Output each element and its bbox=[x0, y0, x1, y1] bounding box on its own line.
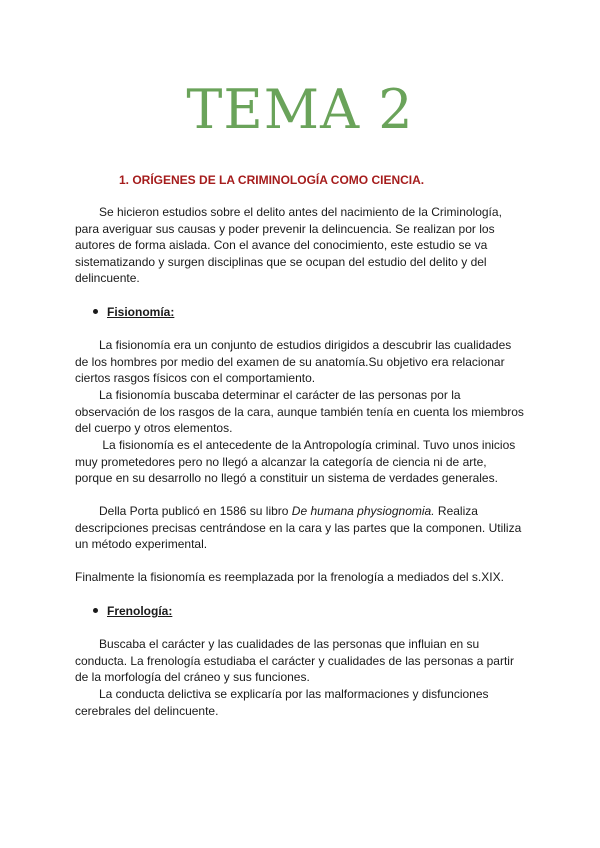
bullet-dot-icon bbox=[93, 309, 98, 314]
bullet-dot-icon bbox=[93, 608, 98, 613]
page-title: TEMA 2 bbox=[186, 78, 414, 141]
frenologia-text-1: Buscaba el carácter y las cualidades de las personas que influian en su conducta. La frenología estudiaba el carácter y cualidades de las personas a partir de la morfología del cráneo y sus funciones. bbox=[75, 637, 514, 685]
fisionomia-paragraph-5 bbox=[75, 569, 525, 586]
bullet-fisionomia bbox=[93, 304, 174, 320]
frenologia-paragraph-1 bbox=[75, 636, 525, 686]
fisionomia-text-3: La fisionomía es el antecedente de la Antropología criminal. Tuvo unos inicios muy prometedores pero no llegó a alcanzar la categoría de ciencia ni de arte, porque en su desarrollo no llegó a constituir un sistema de verdades generales. bbox=[75, 438, 516, 486]
intro-text: Se hicieron estudios sobre el delito antes del nacimiento de la Criminología, para averiguar sus causas y poder prevenir la delincuencia. Se realizan por los autores de forma aislada. Con el avance del conocimiento, este estudio se va sistematizando y surgen disciplinas que se ocupan del estudio del delito y del delincuente. bbox=[75, 205, 502, 286]
frenologia-text-2: La conducta delictiva se explicaría por las malformaciones y disfunciones cerebrales del delincuente. bbox=[75, 687, 489, 718]
section-heading-origenes: 1. ORÍGENES DE LA CRIMINOLOGÍA COMO CIENCIA. bbox=[119, 173, 425, 187]
fisionomia-paragraph-4 bbox=[75, 503, 525, 553]
fisionomia-paragraph-3 bbox=[75, 437, 525, 487]
fisionomia-text-1: La fisionomía era un conjunto de estudios dirigidos a descubrir las cualidades de los hombres por medio del examen de su anatomía.Su objetivo era relacionar ciertos rasgos físicos con el comportamiento. bbox=[75, 338, 512, 386]
fisionomia-text-4a: Della Porta publicó en 1586 su libro bbox=[99, 504, 292, 518]
fisionomia-text-5: Finalmente la fisionomía es reemplazada por la frenología a mediados del s.XIX. bbox=[75, 570, 504, 584]
fisionomia-text-2: La fisionomía buscaba determinar el carácter de las personas por la observación de los rasgos de la cara, aunque también tenía en cuenta los miembros del cuerpo y otros elementos. bbox=[75, 388, 524, 436]
frenologia-paragraph-2 bbox=[75, 686, 525, 719]
bullet-label-fisionomia: Fisionomía: bbox=[107, 305, 175, 319]
fisionomia-text-4b: Realiza descripciones precisas centrándose en la cara y las partes que la componen. Utiliza un método experimental. bbox=[75, 504, 522, 552]
fisionomia-paragraph-2 bbox=[75, 387, 525, 437]
fisionomia-paragraph-1 bbox=[75, 337, 525, 387]
bullet-label-frenologia: Frenología: bbox=[107, 604, 173, 618]
bullet-frenologia bbox=[93, 603, 172, 619]
intro-paragraph bbox=[75, 204, 525, 287]
book-title: De humana physiognomia. bbox=[291, 504, 435, 518]
